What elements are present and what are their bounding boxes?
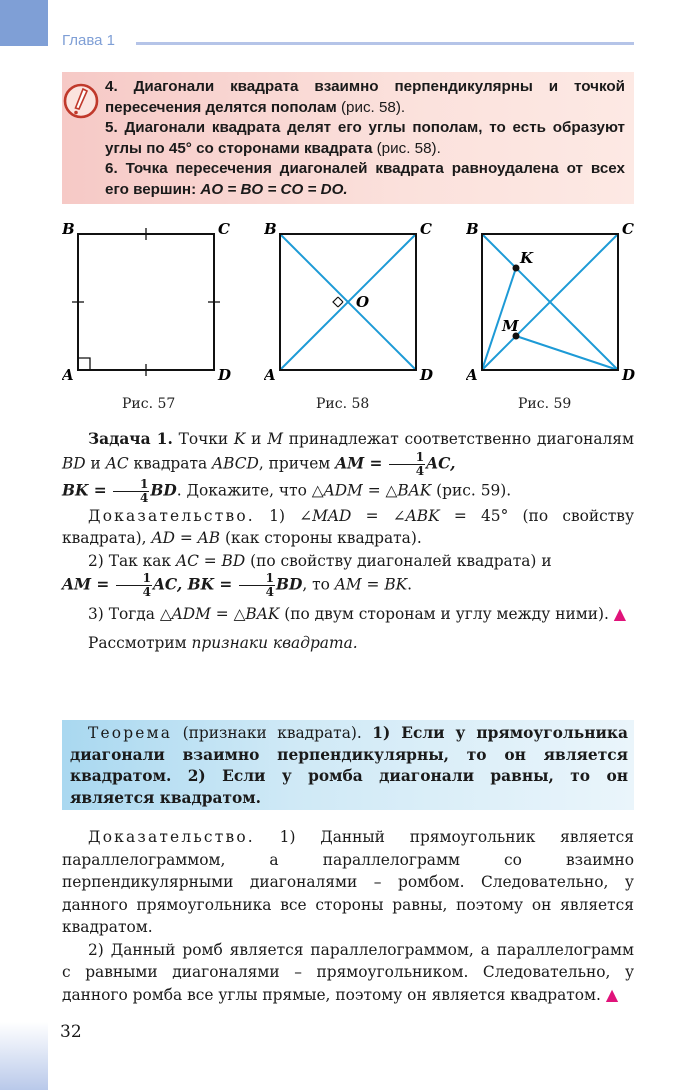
label-a: A — [466, 366, 478, 384]
page-number: 32 — [60, 1022, 82, 1042]
figure-58-caption: Рис. 58 — [316, 396, 370, 412]
proof2-part1: Доказательство. 1) Данный прямоугольник является параллелограммом, а параллелограмм со взаимно перпендикулярными диагоналями – ромбом. Следовательно, у данного прямоугольника все стороны равны, поэтому он является квадратом. — [62, 828, 634, 936]
label-c: C — [622, 220, 634, 238]
proof2-part2: 2) Данный ромб является параллелограммом, а параллелограмм с равными диагоналями – прямоугольником. Следовательно, у данного ромба все углы прямые, поэтому он является квадратом. ▲ — [62, 940, 634, 1004]
end-of-proof-mark: ▲ — [605, 984, 619, 1004]
figure-58 — [264, 218, 444, 412]
task1-statement: Задача 1. Точки K и M принадлежат соответственно диагоналям BD и AC квадрата ABCD, причем AM = $\frac{1}{4}$ AC, BK = $\frac{1}{4}$ BD. Докажите, что △ADM = △BAK (рис. 59). — [62, 430, 634, 505]
figure-57-drawing — [62, 218, 242, 388]
properties-note — [62, 72, 634, 204]
label-b: B — [466, 220, 479, 238]
figure-59-drawing — [466, 218, 646, 388]
right-angle-mark — [78, 358, 90, 370]
end-of-proof-mark: ▲ — [613, 604, 627, 623]
label-b: B — [264, 220, 277, 238]
bottom-tab — [0, 1022, 48, 1090]
proof1-step3: 3) Тогда △ADM = △BAK (по двум сторонам и углу между ними). ▲ — [88, 604, 627, 623]
theorem-text: Теорема (признаки квадрата). 1) Если у прямоугольника диагонали взаимно перпендикулярны, то он является квадратом. 2) Если у ромба диагонали равны, то он является квадратом. — [70, 724, 628, 807]
task1-block — [62, 428, 634, 654]
point-k — [513, 265, 520, 272]
label-d: D — [420, 366, 434, 384]
label-a: A — [264, 366, 276, 384]
label-a: A — [62, 366, 74, 384]
fraction-one-quarter: $\frac{1}{4}$ — [389, 451, 425, 478]
fraction-one-quarter: $\frac{1}{4}$ — [239, 572, 275, 599]
figure-59 — [466, 218, 646, 412]
label-m: M — [502, 317, 519, 335]
figure-57-caption: Рис. 57 — [122, 396, 176, 412]
label-b: B — [62, 220, 75, 238]
property-4: 4. Диагонали квадрата взаимно перпендикулярны и точкой пересечения делятся пополам (рис. 58). — [105, 78, 625, 116]
segment-dm — [516, 336, 618, 370]
exclamation-pencil-icon — [62, 82, 100, 120]
property-5: 5. Диагонали квадрата делят его углы пополам, то есть образуют углы по 45° со сторонами квадрата (рис. 58). — [105, 119, 625, 157]
property-6: 6. Точка пересечения диагоналей квадрата равноудалена от всех его вершин: AO = BO = CO = DO. — [105, 160, 625, 198]
fraction-one-quarter: $\frac{1}{4}$ — [113, 478, 149, 505]
chapter-rule — [136, 42, 634, 45]
label-d: D — [218, 366, 232, 384]
figure-59-caption: Рис. 59 — [518, 396, 572, 412]
chapter-title: Глава 1 — [62, 32, 116, 49]
fraction-one-quarter: $\frac{1}{4}$ — [116, 572, 152, 599]
proof1-step1: Доказательство. 1) ∠MAD = ∠ABK = 45° (по свойству квадрата), AD = AB (как стороны квадрата). — [62, 506, 635, 547]
label-o: O — [356, 293, 370, 311]
proof1-step2: 2) Так как AC = BD (по свойству диагоналей квадрата) и AM = $\frac{1}{4}$ AC, BK = $\frac{1}{4}$ BD, то AM = BK. — [62, 551, 552, 599]
label-c: C — [420, 220, 432, 238]
figure-58-drawing — [264, 218, 444, 388]
figures-row — [62, 218, 642, 418]
figure-57 — [62, 218, 242, 412]
proof2-block — [62, 826, 634, 1006]
square-outline — [78, 234, 214, 370]
signs-intro: Рассмотрим признаки квадрата. — [88, 633, 358, 652]
label-c: C — [218, 220, 230, 238]
theorem-box — [62, 720, 634, 810]
corner-tab — [0, 0, 48, 46]
label-k: K — [520, 249, 534, 267]
label-d: D — [622, 366, 636, 384]
note-text — [105, 77, 625, 201]
right-angle-mark — [333, 297, 343, 307]
